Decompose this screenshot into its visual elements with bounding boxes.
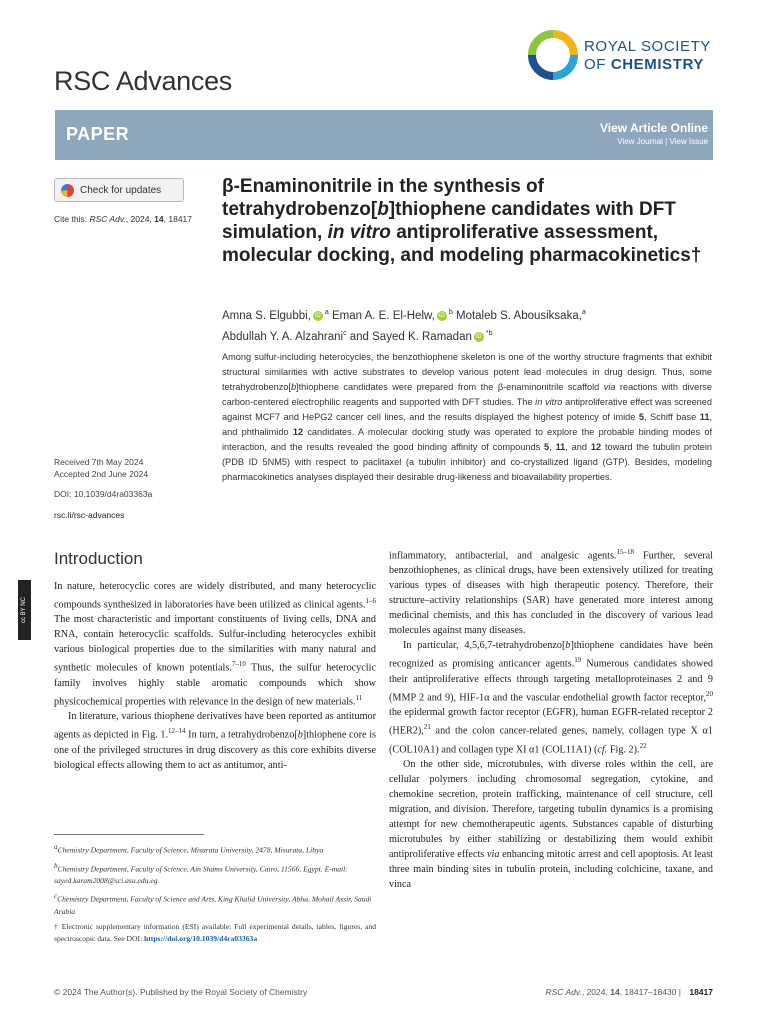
article-title: β-Enaminonitrile in the synthesis of tetrahydrobenzo[b]thiophene candidates with DFT simulation, in vitro antiproliferative assessment, molecular docking, and modeling pharmacokinetics† <box>222 176 702 266</box>
view-article-online-link[interactable]: View Article Online <box>599 121 708 135</box>
author-name[interactable]: Amna S. Elgubbi, <box>222 309 311 322</box>
paragraph: In nature, heterocyclic cores are widely distributed, and many heterocyclic compounds synthesized in laboratories have been utilized as clinical agents.$^{1-6}$ The most characteristic and important constituents of living cells, DNA and RNA, contain heterocyclic scaffolds. Sulfur-including heterocycles exhibit various biological properties due to the similarities with many natural and synthetic molecules of known potentials.$^{7-10}$ Thus, the sulfur heterocyclic family involves highly stable aromatic compounds which show physicochemical properties with relevance in the design of new materials.$^{11}$ <box>54 581 376 708</box>
received-accepted-dates <box>54 456 148 480</box>
affiliation-a: $^a$Chemistry Department, Faculty of Science, Misurata University, 2478, Misurata, Libya <box>54 843 324 855</box>
esi-note: † Electronic supplementary information (ESI) available: Full experimental details, tables, figures, and spectroscopic data. See DOI: https://doi.org/10.1039/d4ra03363a <box>54 921 376 943</box>
journal-title: RSC Advances <box>54 66 232 96</box>
affiliation-c: $^c$Chemistry Department, Faculty of Science and Arts, King Khalid University, Abha, Mohail Assir, Saudi Arabia <box>54 892 372 916</box>
footnote-divider <box>54 834 204 835</box>
footer-copyright: © 2024 The Author(s). Published by the Royal Society of Chemistry <box>54 987 308 997</box>
footnotes <box>54 841 376 948</box>
paragraph: In particular, 4,5,6,7-tetrahydrobenzo[b]thiophene candidates have been recognized as promising anticancer agents.$^{19}$ Numerous candidates showed their antiproliferative effects through targeting metalloproteinases 2 and 9 (MMP 2 and 9), HIF-1α and the vascular endothelial growth factor receptor,$^{20}$ the epidermal growth factor receptor (EGFR), human EGFR-related receptor 2 (HER2),$^{21}$ and the colon cancer-related genes, namely, collagen type X α1 (COL10A1) and collagen type XI α1 (COL11A1) (cf. Fig. 2).$^{22}$ <box>389 640 713 755</box>
cc-license-badge[interactable]: cc BY NC <box>18 580 31 640</box>
esi-doi-link[interactable]: https://doi.org/10.1039/d4ra03363a <box>144 933 258 943</box>
paper-banner <box>55 110 713 160</box>
paragraph: On the other side, microtubules, with diverse roles within the cell, are cellular polymers including chromosomal segregation, cytokine, and chemokine secretion, protein trafficking, maintenance of cell structure, cell migration, and division. Therefore, targeting tubulin dynamics is a promising attempt for new chemotherapeutic agents. Substances capable of disturbing microtubules by either stabilizing or destabilizing them would exhibit antiproliferative effects via enhancing mitotic arrest and cell apoptosis. At least three main binding sites in tubulin protein, including colchicine, taxane, and vinca <box>389 758 713 890</box>
body-column-right <box>389 545 713 892</box>
footer-citation: RSC Adv., 2024, 14, 18417–18430 | 18417 <box>545 987 713 997</box>
body-column-left <box>54 579 376 773</box>
author-name[interactable]: and Sayed K. Ramadan <box>346 330 472 343</box>
section-heading-introduction: Introduction <box>54 549 143 568</box>
doi[interactable]: DOI: 10.1039/d4ra03363a <box>54 489 153 499</box>
check-for-updates-button[interactable] <box>54 178 184 202</box>
orcid-icon[interactable]: iD <box>474 332 484 342</box>
cite-this: Cite this: RSC Adv., 2024, 14, 18417 <box>54 214 193 224</box>
check-for-updates-label: Check for updates <box>80 184 162 196</box>
rsc-logo-ring-icon <box>528 30 578 80</box>
accepted-date: Accepted 2nd June 2024 <box>54 469 149 479</box>
received-date: Received 7th May 2024 <box>54 457 144 467</box>
author-name[interactable]: Eman A. E. El-Helw, <box>331 309 435 322</box>
logo-line2: OF CHEMISTRY <box>584 56 704 73</box>
logo-line1: ROYAL SOCIETY <box>584 38 711 55</box>
journal-link[interactable]: rsc.li/rsc-advances <box>54 510 125 520</box>
author-list: Amna S. Elgubbi, iD $^a$ Eman A. E. El-Helw, iD $^b$ Motaleb S. Abousiksaka,$^a$ Abdullah Y. A. Alzahrani$^c$ and Sayed K. Ramadan iD $^{*b}$ <box>222 309 586 343</box>
author-name[interactable]: Motaleb S. Abousiksaka, <box>455 309 582 322</box>
page-number: 18417 <box>689 987 713 997</box>
crossmark-icon <box>61 184 74 197</box>
paragraph: In literature, various thiophene derivatives have been reported as antitumor agents as depicted in Fig. 1.$^{12-14}$ In turn, a tetrahydrobenzo[b]thiophene core is one of the privileged structures in drug discovery as this core exhibits diverse biological effects allowing them to act as antitumor, anti- <box>54 711 377 771</box>
affiliation-b: $^b$Chemistry Department, Faculty of Science, Ain Shams University, Cairo, 11566, Egypt. E-mail: sayed.karam2008@sci.asu.edu.eg <box>54 861 348 886</box>
rsc-logo[interactable] <box>528 30 718 84</box>
abstract: Among sulfur-including heterocycles, the benzothiophene skeleton is one of the worthy structure fragments that exhibit structural similarities with active substrates to develop various potent lead molecules in drug design. Thus, some tetrahydrobenzo[b]thiophene candidates were prepared from the β-enaminonitrile scaffold via reactions with diverse carbon-centered electrophilic reagents and supported with DFT studies. The in vitro antiproliferative effect was screened against MCF7 and HePG2 cancer cell lines, and the results displayed the highest potency of imide 5, Schiff base 11, and phthalimido 12 candidates. A molecular docking study was operated to explore the probable binding modes of interaction, and the results revealed the good binding affinity of compounds 5, 11, and 12 toward the tubulin protein (PDB ID 5NM5) with respect to paclitaxel (a tubulin inhibitor) and co-crystallized ligand (GTP). Besides, modeling pharmacokinetics analyses displayed their desirable drug-likeness and bioavailability properties. <box>222 352 713 482</box>
author-name[interactable]: Abdullah Y. A. Alzahrani <box>222 330 344 343</box>
paragraph: inflammatory, antibacterial, and analgesic agents.$^{15-18}$ Further, several benzothiophenes, as clinical drugs, have been extensively utilized for treating various types of diseases with high therapeutic potency. Therefore, their structure–activity relationships (SAR) have generated more interest among medicinal chemists, and this has concluded in the discovery of various lead molecules against many diseases. <box>389 548 713 637</box>
orcid-icon[interactable]: iD <box>313 311 323 321</box>
paper-type-label: PAPER <box>66 124 130 144</box>
orcid-icon[interactable]: iD <box>437 311 447 321</box>
view-journal-issue-links[interactable]: View Journal | View Issue <box>617 137 708 146</box>
